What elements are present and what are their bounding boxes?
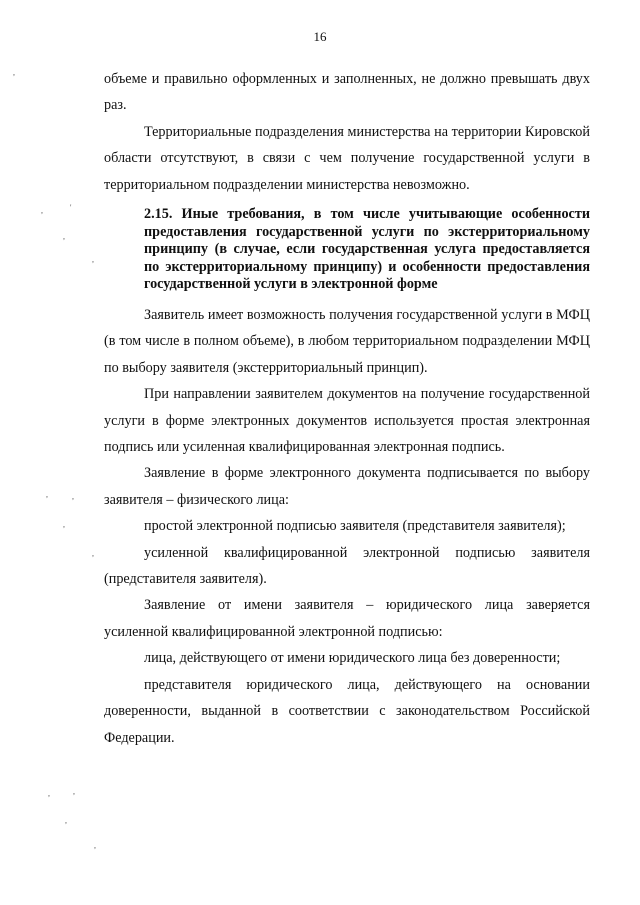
list-item-no-power-of-attorney: лица, действующего от имени юридического лица без доверенности; bbox=[144, 650, 561, 667]
list-item-qualified-signature: усиленной квалифицированной электронной подписью заявителя (представителя заявителя). bbox=[104, 544, 590, 588]
paragraph-legal-entity: Заявление от имени заявителя – юридического лица заверяется усиленной квалифицированной электронной подписью: bbox=[104, 597, 590, 640]
paragraph-territorial: Территориальные подразделения министерства на территории Кировской области отсутствуют, в связи с чем получение государственной услуги в территориальном подразделении министерства невозможно. bbox=[104, 123, 590, 193]
paragraph-mfc: Заявитель имеет возможность получения государственной услуги в МФЦ (в том числе в полном объеме), в любом территориальном подразделении МФЦ по выбору заявителя (экстерриториальный принцип). bbox=[104, 307, 590, 376]
section-heading: 2.15. Иные требования, в том числе учитывающие особенности предоставления государственной услуги по экстерриториальному принципу (в случае, если государственная услуга предоставляется по экстерриториальному принципу) и особенности предоставления государственной услуги в электронной форме bbox=[144, 206, 590, 293]
page-number: 16 bbox=[313, 29, 327, 44]
list-item-representative: представителя юридического лица, действующего на основании доверенности, выданной в соответствии с законодательством Российской Федерации. bbox=[104, 676, 590, 746]
document-body bbox=[104, 66, 590, 751]
paragraph-continuation: объеме и правильно оформленных и заполненных, не должно превышать двух раз. bbox=[104, 71, 590, 114]
paragraph-signature: При направлении заявителем документов на получение государственной услуги в форме электронных документов используется простая электронная подпись или усиленная квалифицированная электронная подпись. bbox=[104, 386, 590, 456]
list-item-simple-signature: простой электронной подписью заявителя (представителя заявителя); bbox=[144, 518, 566, 535]
paragraph-individual: Заявление в форме электронного документа подписывается по выбору заявителя – физического лица: bbox=[104, 465, 590, 508]
